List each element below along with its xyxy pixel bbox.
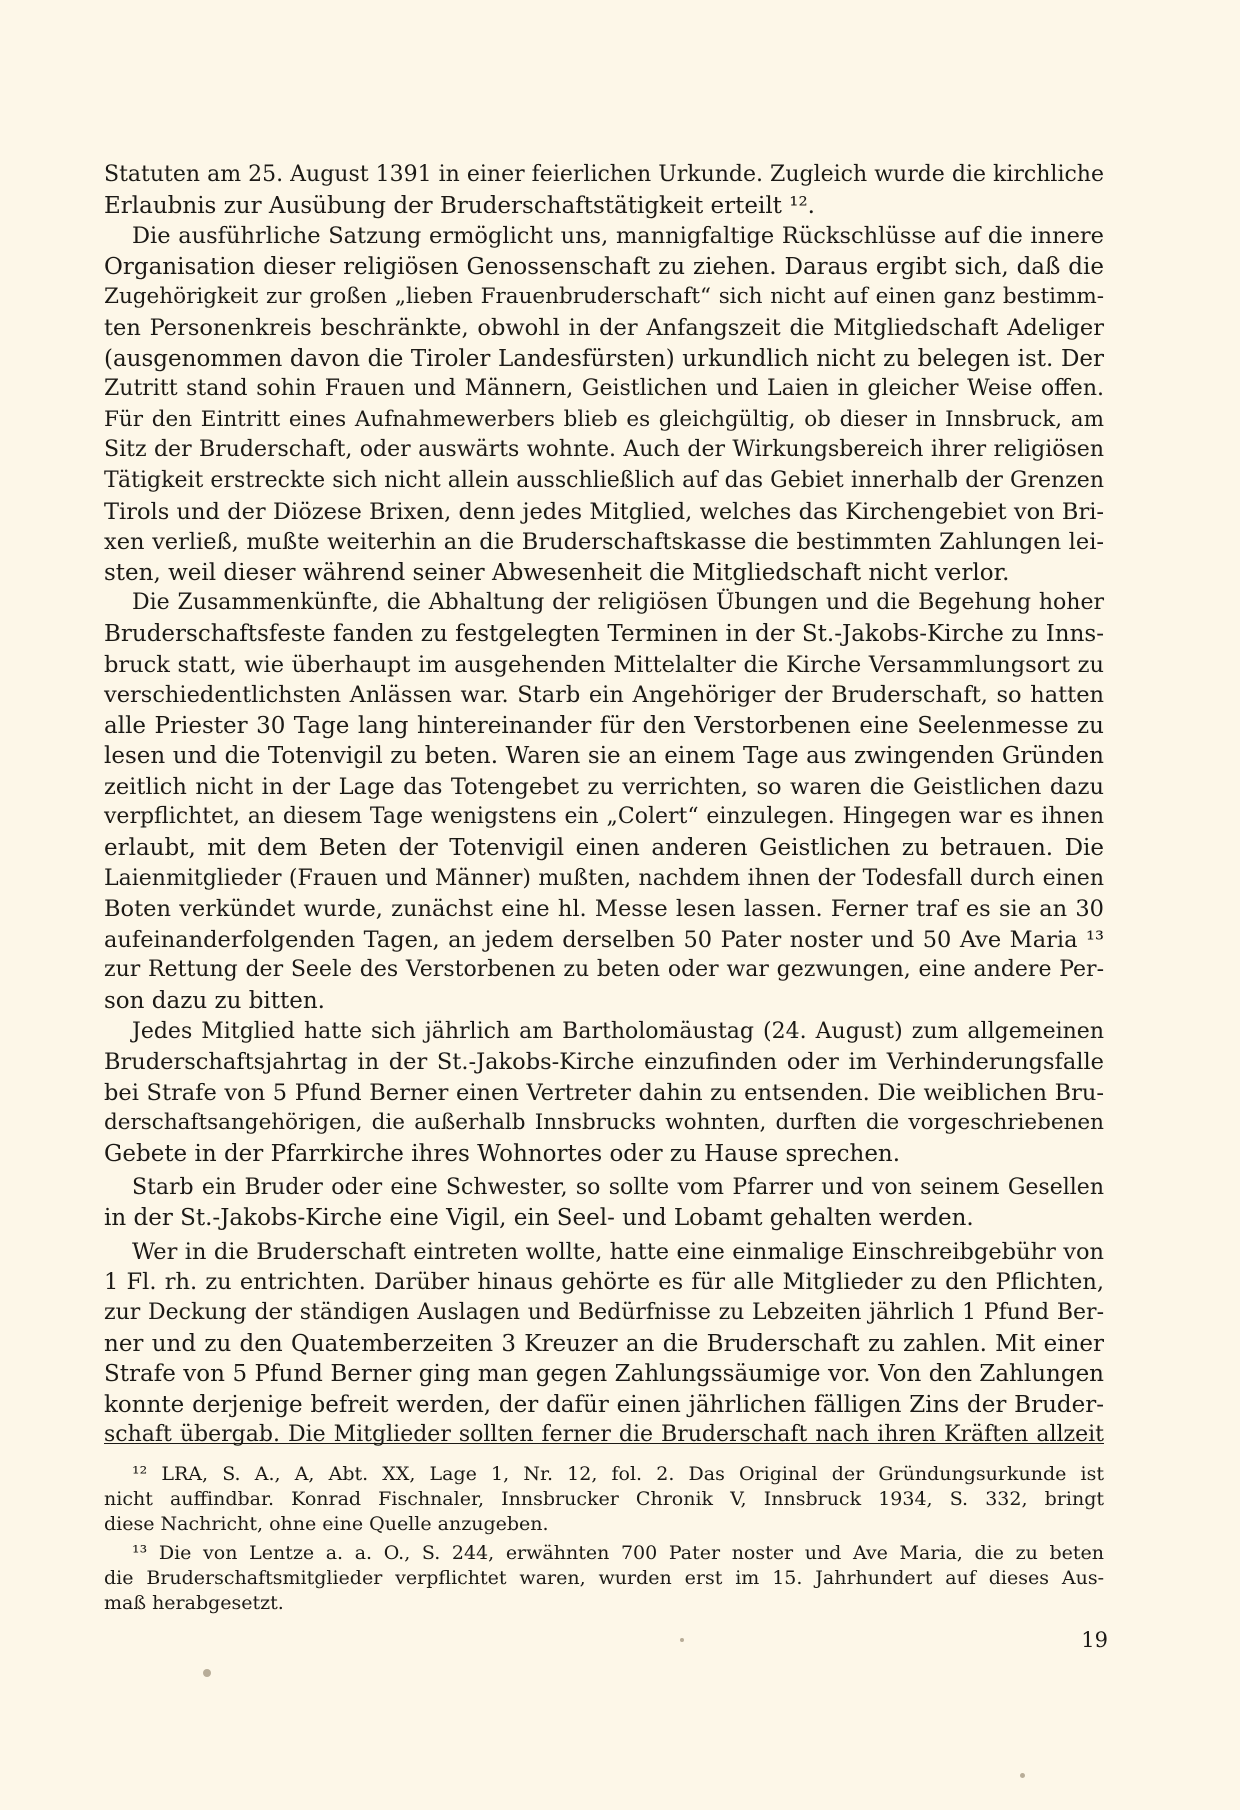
paper-speck — [1020, 1773, 1025, 1778]
text-line: lesen und die Totenvigil zu beten. Waren sie an einem Tage aus zwingenden Gründen — [104, 743, 1104, 770]
paragraph — [104, 221, 1104, 588]
body-text — [104, 160, 1104, 1451]
text-line: Statuten am 25. August 1391 in einer feierlichen Urkunde. Zugleich wurde die kirchliche — [104, 162, 1104, 187]
text-line: derschaftsangehörigen, die außerhalb Innsbrucks wohnten, durften die vorgeschriebenen — [104, 1110, 1104, 1136]
text-line: Organisation dieser religiösen Genossenschaft zu ziehen. Daraus ergibt sich, daß die — [104, 253, 1104, 280]
text-line: Zugehörigkeit zur großen „lieben Frauenbruderschaft“ sich nicht auf einen ganz bestimm- — [104, 284, 1104, 310]
paragraph — [104, 1173, 1104, 1234]
text-line: Jedes Mitglied hatte sich jährlich am Bartholomäustag (24. August) zum allgemeinen — [132, 1018, 1104, 1044]
text-line: Starb ein Bruder oder eine Schwester, so sollte vom Pfarrer und von seinem Gesellen — [132, 1174, 1104, 1200]
text-line: Wer in die Bruderschaft eintreten wollte, hatte eine einmalige Einschreibgebühr von — [132, 1238, 1104, 1265]
text-line: (ausgenommen davon die Tiroler Landesfürsten) urkundlich nicht zu belegen ist. Der — [104, 345, 1104, 372]
paper-speck — [680, 1638, 684, 1642]
text-line: xen verließ, mußte weiterhin an die Bruderschaftskasse die bestimmten Zahlungen lei- — [104, 529, 1104, 556]
text-line: Sitz der Bruderschaft, oder auswärts wohnte. Auch der Wirkungsbereich ihrer religiösen — [104, 437, 1104, 463]
page-number: 19 — [1081, 1628, 1108, 1652]
text-line: zur Rettung der Seele des Verstorbenen zu beten oder war gezwungen, eine andere Per- — [104, 957, 1104, 983]
footnote-divider — [104, 1443, 1104, 1444]
paper-speck — [203, 1669, 211, 1677]
footnote — [104, 1541, 1104, 1616]
text-line: sten, weil dieser während seiner Abwesenheit die Mitgliedschaft nicht verlor. — [104, 559, 1010, 586]
paragraph — [104, 160, 1104, 221]
text-line: alle Priester 30 Tage lang hintereinander für den Verstorbenen eine Seelenmesse zu — [104, 712, 1104, 739]
text-line: 1 Fl. rh. zu entrichten. Darüber hinaus gehörte es für alle Mitglieder zu den Pflichten, — [104, 1269, 1104, 1296]
text-line: in der St.-Jakobs-Kirche eine Vigil, ein Seel- und Lobamt gehalten werden. — [104, 1205, 974, 1232]
footnote-line: die Bruderschaftsmitglieder verpflichtet waren, wurden erst im 15. Jahrhundert auf dieses Aus- — [104, 1567, 1104, 1589]
text-line: bruck statt, wie überhaupt im ausgehenden Mittelalter die Kirche Versammlungsort zu — [104, 651, 1104, 678]
text-line: schaft übergab. Die Mitglieder sollten ferner die Bruderschaft nach ihren Kräften allzeit — [104, 1422, 1104, 1448]
text-line: Erlaubnis zur Ausübung der Bruderschaftstätigkeit erteilt ¹². — [104, 192, 815, 219]
text-line: Die Zusammenkünfte, die Abhaltung der religiösen Übungen und die Begehung hoher — [132, 590, 1104, 616]
text-line: verschiedentlichsten Anlässen war. Starb ein Angehöriger der Bruderschaft, so hatten — [104, 682, 1104, 709]
text-line: zeitlich nicht in der Lage das Totengebet zu verrichten, so waren die Geistlichen dazu — [104, 773, 1104, 800]
text-line: Zutritt stand sohin Frauen und Männern, Geistlichen und Laien in gleicher Weise offen. — [104, 376, 1104, 402]
text-line: konnte derjenige befreit werden, der dafür einen jährlichen fälligen Zins der Bruder- — [104, 1391, 1104, 1418]
text-line: Laienmitglieder (Frauen und Männer) mußten, nachdem ihnen der Todesfall durch einen — [104, 865, 1104, 891]
text-line: Bruderschaftsfeste fanden zu festgelegten Terminen in der St.-Jakobs-Kirche zu Inns- — [104, 620, 1104, 647]
text-line: son dazu zu bitten. — [104, 988, 325, 1015]
text-line: Bruderschaftsjahrtag in der St.-Jakobs-Kirche einzufinden oder im Verhinderungsfalle — [104, 1049, 1104, 1076]
text-line: erlaubt, mit dem Beten der Totenvigil einen anderen Geistlichen zu betrauen. Die — [104, 835, 1104, 862]
footnotes — [104, 1462, 1104, 1616]
text-line: verpflichtet, an diesem Tage wenigstens ein „Colert“ einzulegen. Hingegen war es ihnen — [104, 804, 1104, 830]
text-line: Gebete in der Pfarrkirche ihres Wohnortes oder zu Hause sprechen. — [104, 1141, 901, 1167]
footnote-line: ¹² LRA, S. A., A, Abt. XX, Lage 1, Nr. 12, fol. 2. Das Original der Gründungsurkunde ist — [132, 1463, 1104, 1485]
paragraph — [104, 1017, 1104, 1170]
text-line: zur Deckung der ständigen Auslagen und Bedürfnisse zu Lebzeiten jährlich 1 Pfund Ber- — [104, 1299, 1104, 1325]
paragraph — [104, 1237, 1104, 1451]
paragraph — [104, 588, 1104, 1016]
text-line: aufeinanderfolgenden Tagen, an jedem derselben 50 Pater noster und 50 Ave Maria ¹³ — [104, 926, 1104, 953]
text-line: Tirols und der Diözese Brixen, denn jedes Mitglied, welches das Kirchengebiet von Bri- — [104, 498, 1104, 525]
footnote-line: diese Nachricht, ohne eine Quelle anzugeben. — [104, 1513, 549, 1535]
text-line: ten Personenkreis beschränkte, obwohl in der Anfangszeit die Mitgliedschaft Adeliger — [104, 314, 1104, 341]
text-line: Die ausführliche Satzung ermöglicht uns, mannigfaltige Rückschlüsse auf die innere — [132, 223, 1104, 250]
text-line: Strafe von 5 Pfund Berner ging man gegen Zahlungssäumige vor. Von den Zahlungen — [104, 1361, 1104, 1388]
text-line: bei Strafe von 5 Pfund Berner einen Vertreter dahin zu entsenden. Die weiblichen Bru- — [104, 1079, 1104, 1106]
footnote-line: ¹³ Die von Lentze a. a. O., S. 244, erwähnten 700 Pater noster und Ave Maria, die zu beten — [132, 1542, 1104, 1564]
text-line: Für den Eintritt eines Aufnahmewerbers blieb es gleichgültig, ob dieser in Innsbruck, am — [104, 406, 1104, 432]
text-line: Boten verkündet wurde, zunächst eine hl. Messe lesen lassen. Ferner traf es sie an 30 — [104, 896, 1104, 923]
footnote-line: maß herabgesetzt. — [104, 1592, 284, 1614]
footnote — [104, 1462, 1104, 1537]
text-line: ner und zu den Quatemberzeiten 3 Kreuzer an die Bruderschaft zu zahlen. Mit einer — [104, 1330, 1104, 1357]
text-line: Tätigkeit erstreckte sich nicht allein ausschließlich auf das Gebiet innerhalb der Grenzen — [104, 467, 1104, 493]
footnote-line: nicht auffindbar. Konrad Fischnaler, Innsbrucker Chronik V, Innsbruck 1934, S. 332, bringt — [104, 1488, 1104, 1510]
